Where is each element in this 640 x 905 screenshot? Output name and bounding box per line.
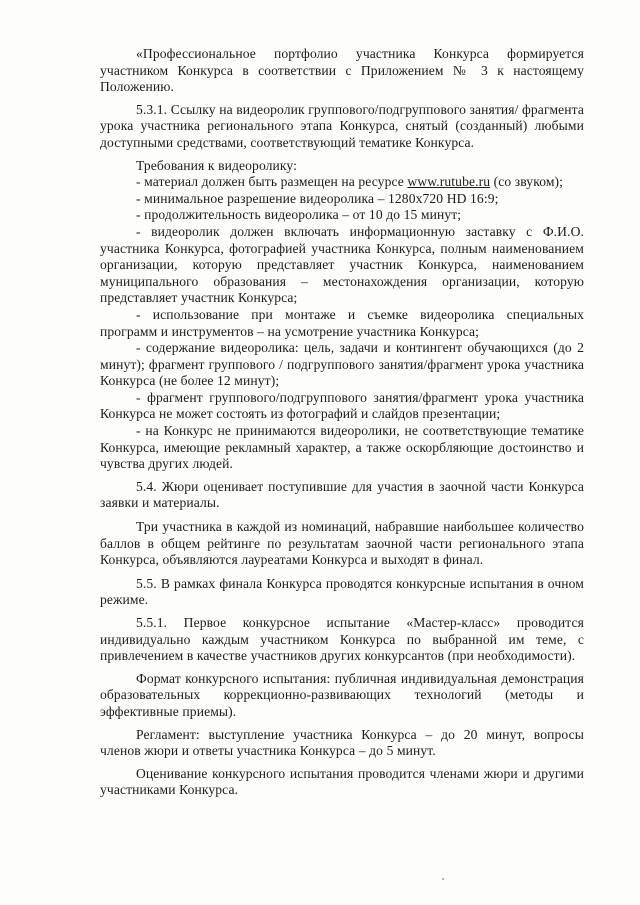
requirement-intro-screen: - видеоролик должен включать информационную заставку с Ф.И.О. участника Конкурса, фотографией участника Конкурса, полным наименованием организации, которую представляет участник Конкурса, наименованием муниципального образования – местонахождения организации, которую представляет участник Конкурса; (100, 223, 584, 306)
evaluation-paragraph: Оценивание конкурсного испытания проводится членами жюри и другими участниками Конкурса. (100, 765, 584, 798)
requirement-content: - содержание видеоролика: цель, задачи и контингент обучающихся (до 2 минут); фрагмент группового / подгруппового занятия/фрагмент урока участника Конкурса (не более 12 минут); (100, 340, 584, 389)
requirement-not-accepted: - на Конкурс не принимаются видеоролики, не соответствующие тематике Конкурса, имеющие рекламный характер, а также оскорбляющие достоинство и чувства других людей. (100, 423, 584, 472)
video-requirements-heading: Требования к видеоролику: (136, 157, 298, 173)
section-5-5-paragraph: 5.5. В рамках финала Конкурса проводятся конкурсные испытания в очном режиме. (100, 575, 584, 608)
requirement-resource-after: (со звуком); (490, 174, 564, 190)
reglament-paragraph: Регламент: выступление участника Конкурса – до 20 минут, вопросы членов жюри и ответы участника Конкурса – до 5 минут. (100, 726, 584, 759)
requirement-resource-before: - материал должен быть размещен на ресурсе (136, 174, 408, 190)
scan-speck (442, 878, 444, 880)
laureates-paragraph: Три участника в каждой из номинаций, набравшие наибольшее количество баллов в общем рейтинге по результатам заочной части регионального этапа Конкурса, объявляются лауреатами Конкурса и выходят в финал. (100, 519, 584, 568)
requirement-no-slides: - фрагмент группового/подгруппового занятия/фрагмент урока участника Конкурса не может состоять из фотографий и слайдов презентации; (100, 389, 584, 422)
section-5-3-1-paragraph: 5.3.1. Ссылку на видеоролик группового/подгруппового занятия/ фрагмента урока участника регионального этапа Конкурса, снятый (созданный) любыми доступными средствами, соответствующий тематике Конкурса. (100, 101, 584, 150)
requirement-duration: - продолжительность видеоролика – от 10 до 15 минут; (136, 207, 462, 223)
requirement-editing-tools: - использование при монтаже и съемке видеоролика специальных программ и инструментов – на усмотрение участника Конкурса; (100, 306, 584, 339)
portfolio-paragraph: «Профессиональное портфолио участника Конкурса формируется участником Конкурса в соответствии с Приложением № 3 к настоящему Положению. (100, 46, 584, 95)
requirement-resource (100, 174, 584, 191)
rutube-link[interactable]: www.rutube.ru (407, 174, 491, 190)
section-5-4-paragraph: 5.4. Жюри оценивает поступившие для участия в заочной части Конкурса заявки и материалы. (100, 478, 584, 511)
format-paragraph: Формат конкурсного испытания: публичная индивидуальная демонстрация образовательных коррекционно-развивающих технологий (методы и эффективные приемы). (100, 670, 584, 719)
section-5-5-1-paragraph: 5.5.1. Первое конкурсное испытание «Мастер-класс» проводится индивидуально каждым участником Конкурса по выбранной им теме, с привлечением в качестве участников других конкурсантов (при необходимости). (100, 615, 584, 664)
requirement-resolution: - минимальное разрешение видеоролика – 1280х720 HD 16:9; (136, 190, 499, 206)
document-body (100, 46, 584, 799)
